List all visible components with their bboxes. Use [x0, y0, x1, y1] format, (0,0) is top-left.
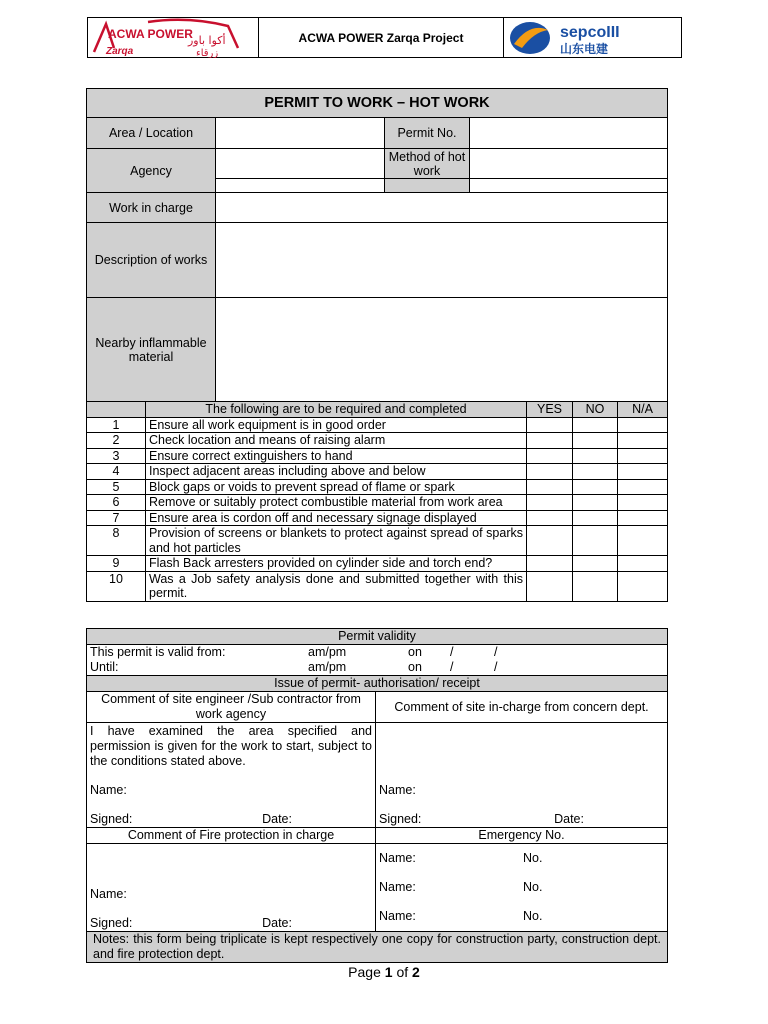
item-num: 10	[87, 571, 146, 601]
method-label-2	[385, 179, 470, 193]
page-number: 1	[384, 964, 393, 980]
slash-1a: /	[450, 645, 454, 659]
method-label: Method of hot work	[385, 149, 470, 179]
item-num: 7	[87, 510, 146, 526]
form-title: PERMIT TO WORK – HOT WORK	[87, 89, 668, 118]
na-cell[interactable]	[618, 571, 668, 601]
examined-statement: I have examined the area specified and permission is given for the work to start, subject to the conditions stated above.	[90, 724, 372, 768]
col-yes: YES	[527, 402, 573, 418]
item-num: 1	[87, 417, 146, 433]
na-cell[interactable]	[618, 556, 668, 572]
no-cell[interactable]	[573, 433, 618, 449]
item-text: Ensure correct extinguishers to hand	[146, 448, 527, 464]
fire-name-label: Name:	[90, 887, 127, 901]
no-cell[interactable]	[573, 510, 618, 526]
no-cell[interactable]	[573, 495, 618, 511]
no-cell[interactable]	[573, 556, 618, 572]
yes-cell[interactable]	[527, 526, 573, 556]
authorisation-table	[86, 628, 668, 963]
na-cell[interactable]	[618, 495, 668, 511]
work-in-charge-field[interactable]	[216, 193, 668, 223]
permit-form-table	[86, 88, 668, 402]
fire-protection-header: Comment of Fire protection in charge	[87, 828, 376, 844]
incharge-signed-label: Signed:	[379, 812, 422, 826]
no-cell[interactable]	[573, 417, 618, 433]
valid-from-label: This permit is valid from:	[90, 645, 226, 659]
incharge-name-label: Name:	[379, 783, 416, 797]
project-title: ACWA POWER Zarqa Project	[259, 18, 504, 57]
agency-label: Agency	[87, 149, 216, 193]
yes-cell[interactable]	[527, 433, 573, 449]
page-label: Page	[348, 964, 381, 980]
nearby-material-field[interactable]	[216, 298, 668, 402]
yes-cell[interactable]	[527, 417, 573, 433]
page-total: 2	[412, 964, 420, 980]
checklist-row	[87, 479, 668, 495]
na-cell[interactable]	[618, 433, 668, 449]
no-cell[interactable]	[573, 448, 618, 464]
item-text: Was a Job safety analysis done and submitted together with this permit.	[146, 571, 527, 601]
engineer-name-label: Name:	[90, 783, 127, 797]
logo-ar: أكوا باور	[188, 34, 226, 47]
logo-en: ACWA POWER	[108, 27, 193, 41]
ampm-2: am/pm	[308, 660, 347, 674]
col-no: NO	[573, 402, 618, 418]
method-field-2[interactable]	[470, 179, 668, 193]
item-num: 5	[87, 479, 146, 495]
emergency-name-label: Name:	[379, 851, 416, 865]
checklist-row	[87, 495, 668, 511]
na-cell[interactable]	[618, 510, 668, 526]
notes: Notes: this form being triplicate is kept respectively one copy for construction party, construction dept. and fire protection dept.	[87, 932, 668, 963]
fire-comment-cell[interactable]	[87, 844, 376, 932]
incharge-comment-cell[interactable]	[376, 723, 668, 828]
checklist-row	[87, 556, 668, 572]
emergency-no-label: No.	[523, 909, 543, 923]
yes-cell[interactable]	[527, 571, 573, 601]
emergency-name-label: Name:	[379, 880, 416, 894]
emergency-no-label: No.	[523, 880, 543, 894]
na-cell[interactable]	[618, 448, 668, 464]
item-num: 3	[87, 448, 146, 464]
no-cell[interactable]	[573, 571, 618, 601]
emergency-no-label: No.	[523, 851, 543, 865]
item-text: Remove or suitably protect combustible material from work area	[146, 495, 527, 511]
area-location-field[interactable]	[216, 118, 385, 149]
incharge-date-label: Date:	[554, 812, 584, 826]
checklist-row	[87, 464, 668, 480]
item-num: 9	[87, 556, 146, 572]
na-cell[interactable]	[618, 526, 668, 556]
agency-field[interactable]	[216, 149, 385, 179]
checklist-row	[87, 417, 668, 433]
checklist-row	[87, 510, 668, 526]
checklist-row	[87, 433, 668, 449]
document-header	[87, 17, 682, 58]
validity-block	[87, 645, 668, 676]
item-num: 4	[87, 464, 146, 480]
fire-signed-label: Signed:	[90, 916, 133, 930]
permit-no-label: Permit No.	[385, 118, 470, 149]
item-num: 6	[87, 495, 146, 511]
sepco-logo-en: sepcoIII	[560, 24, 620, 41]
area-location-label: Area / Location	[87, 118, 216, 149]
agency-field-2[interactable]	[216, 179, 385, 193]
na-cell[interactable]	[618, 464, 668, 480]
item-num: 2	[87, 433, 146, 449]
work-in-charge-label: Work in charge	[87, 193, 216, 223]
method-field[interactable]	[470, 149, 668, 179]
item-text: Ensure area is cordon off and necessary signage displayed	[146, 510, 527, 526]
item-text: Inspect adjacent areas including above and below	[146, 464, 527, 480]
item-text: Check location and means of raising alarm	[146, 433, 527, 449]
na-cell[interactable]	[618, 479, 668, 495]
description-label: Description of works	[87, 223, 216, 298]
na-cell[interactable]	[618, 417, 668, 433]
no-cell[interactable]	[573, 479, 618, 495]
checklist-row	[87, 448, 668, 464]
validity-header: Permit validity	[87, 629, 668, 645]
no-cell[interactable]	[573, 464, 618, 480]
checklist-row	[87, 571, 668, 601]
item-text: Ensure all work equipment is in good order	[146, 417, 527, 433]
slash-2a: /	[450, 660, 454, 674]
description-field[interactable]	[216, 223, 668, 298]
incharge-comment-label: Comment of site in-charge from concern dept.	[376, 692, 668, 723]
engineer-date-label: Date:	[262, 812, 292, 826]
page-footer	[0, 964, 768, 980]
of-label: of	[396, 964, 409, 980]
until-label: Until:	[90, 660, 119, 674]
acwa-power-logo	[88, 18, 259, 57]
yes-cell[interactable]	[527, 510, 573, 526]
permit-no-field[interactable]	[470, 118, 668, 149]
yes-cell[interactable]	[527, 479, 573, 495]
emergency-header: Emergency No.	[376, 828, 668, 844]
item-text: Flash Back arresters provided on cylinder side and torch end?	[146, 556, 527, 572]
issue-header: Issue of permit- authorisation/ receipt	[87, 676, 668, 692]
item-text: Provision of screens or blankets to protect against spread of sparks and hot particles	[146, 526, 527, 556]
col-na: N/A	[618, 402, 668, 418]
on-1: on	[408, 645, 422, 659]
emergency-name-label: Name:	[379, 909, 416, 923]
engineer-comment-cell[interactable]	[87, 723, 376, 828]
yes-cell[interactable]	[527, 556, 573, 572]
slash-1b: /	[494, 645, 498, 659]
yes-cell[interactable]	[527, 495, 573, 511]
sepco-logo-cn: 山东电建	[560, 42, 609, 56]
checklist-table	[86, 401, 668, 602]
checklist-header: The following are to be required and completed	[146, 402, 527, 418]
item-text: Block gaps or voids to prevent spread of flame or spark	[146, 479, 527, 495]
fire-date-label: Date:	[262, 916, 292, 930]
slash-2b: /	[494, 660, 498, 674]
on-2: on	[408, 660, 422, 674]
checklist-row	[87, 526, 668, 556]
nearby-material-label: Nearby inflammable material	[87, 298, 216, 402]
yes-cell[interactable]	[527, 464, 573, 480]
ampm-1: am/pm	[308, 645, 347, 659]
no-cell[interactable]	[573, 526, 618, 556]
logo-sub-ar: زرقاء	[196, 48, 219, 58]
engineer-signed-label: Signed:	[90, 812, 133, 826]
emergency-cell[interactable]	[376, 844, 668, 932]
logo-sub-en: Zarqa	[106, 46, 134, 57]
yes-cell[interactable]	[527, 448, 573, 464]
engineer-comment-label: Comment of site engineer /Sub contractor from work agency	[87, 692, 376, 723]
sepco-logo	[504, 18, 681, 57]
item-num: 8	[87, 526, 146, 556]
